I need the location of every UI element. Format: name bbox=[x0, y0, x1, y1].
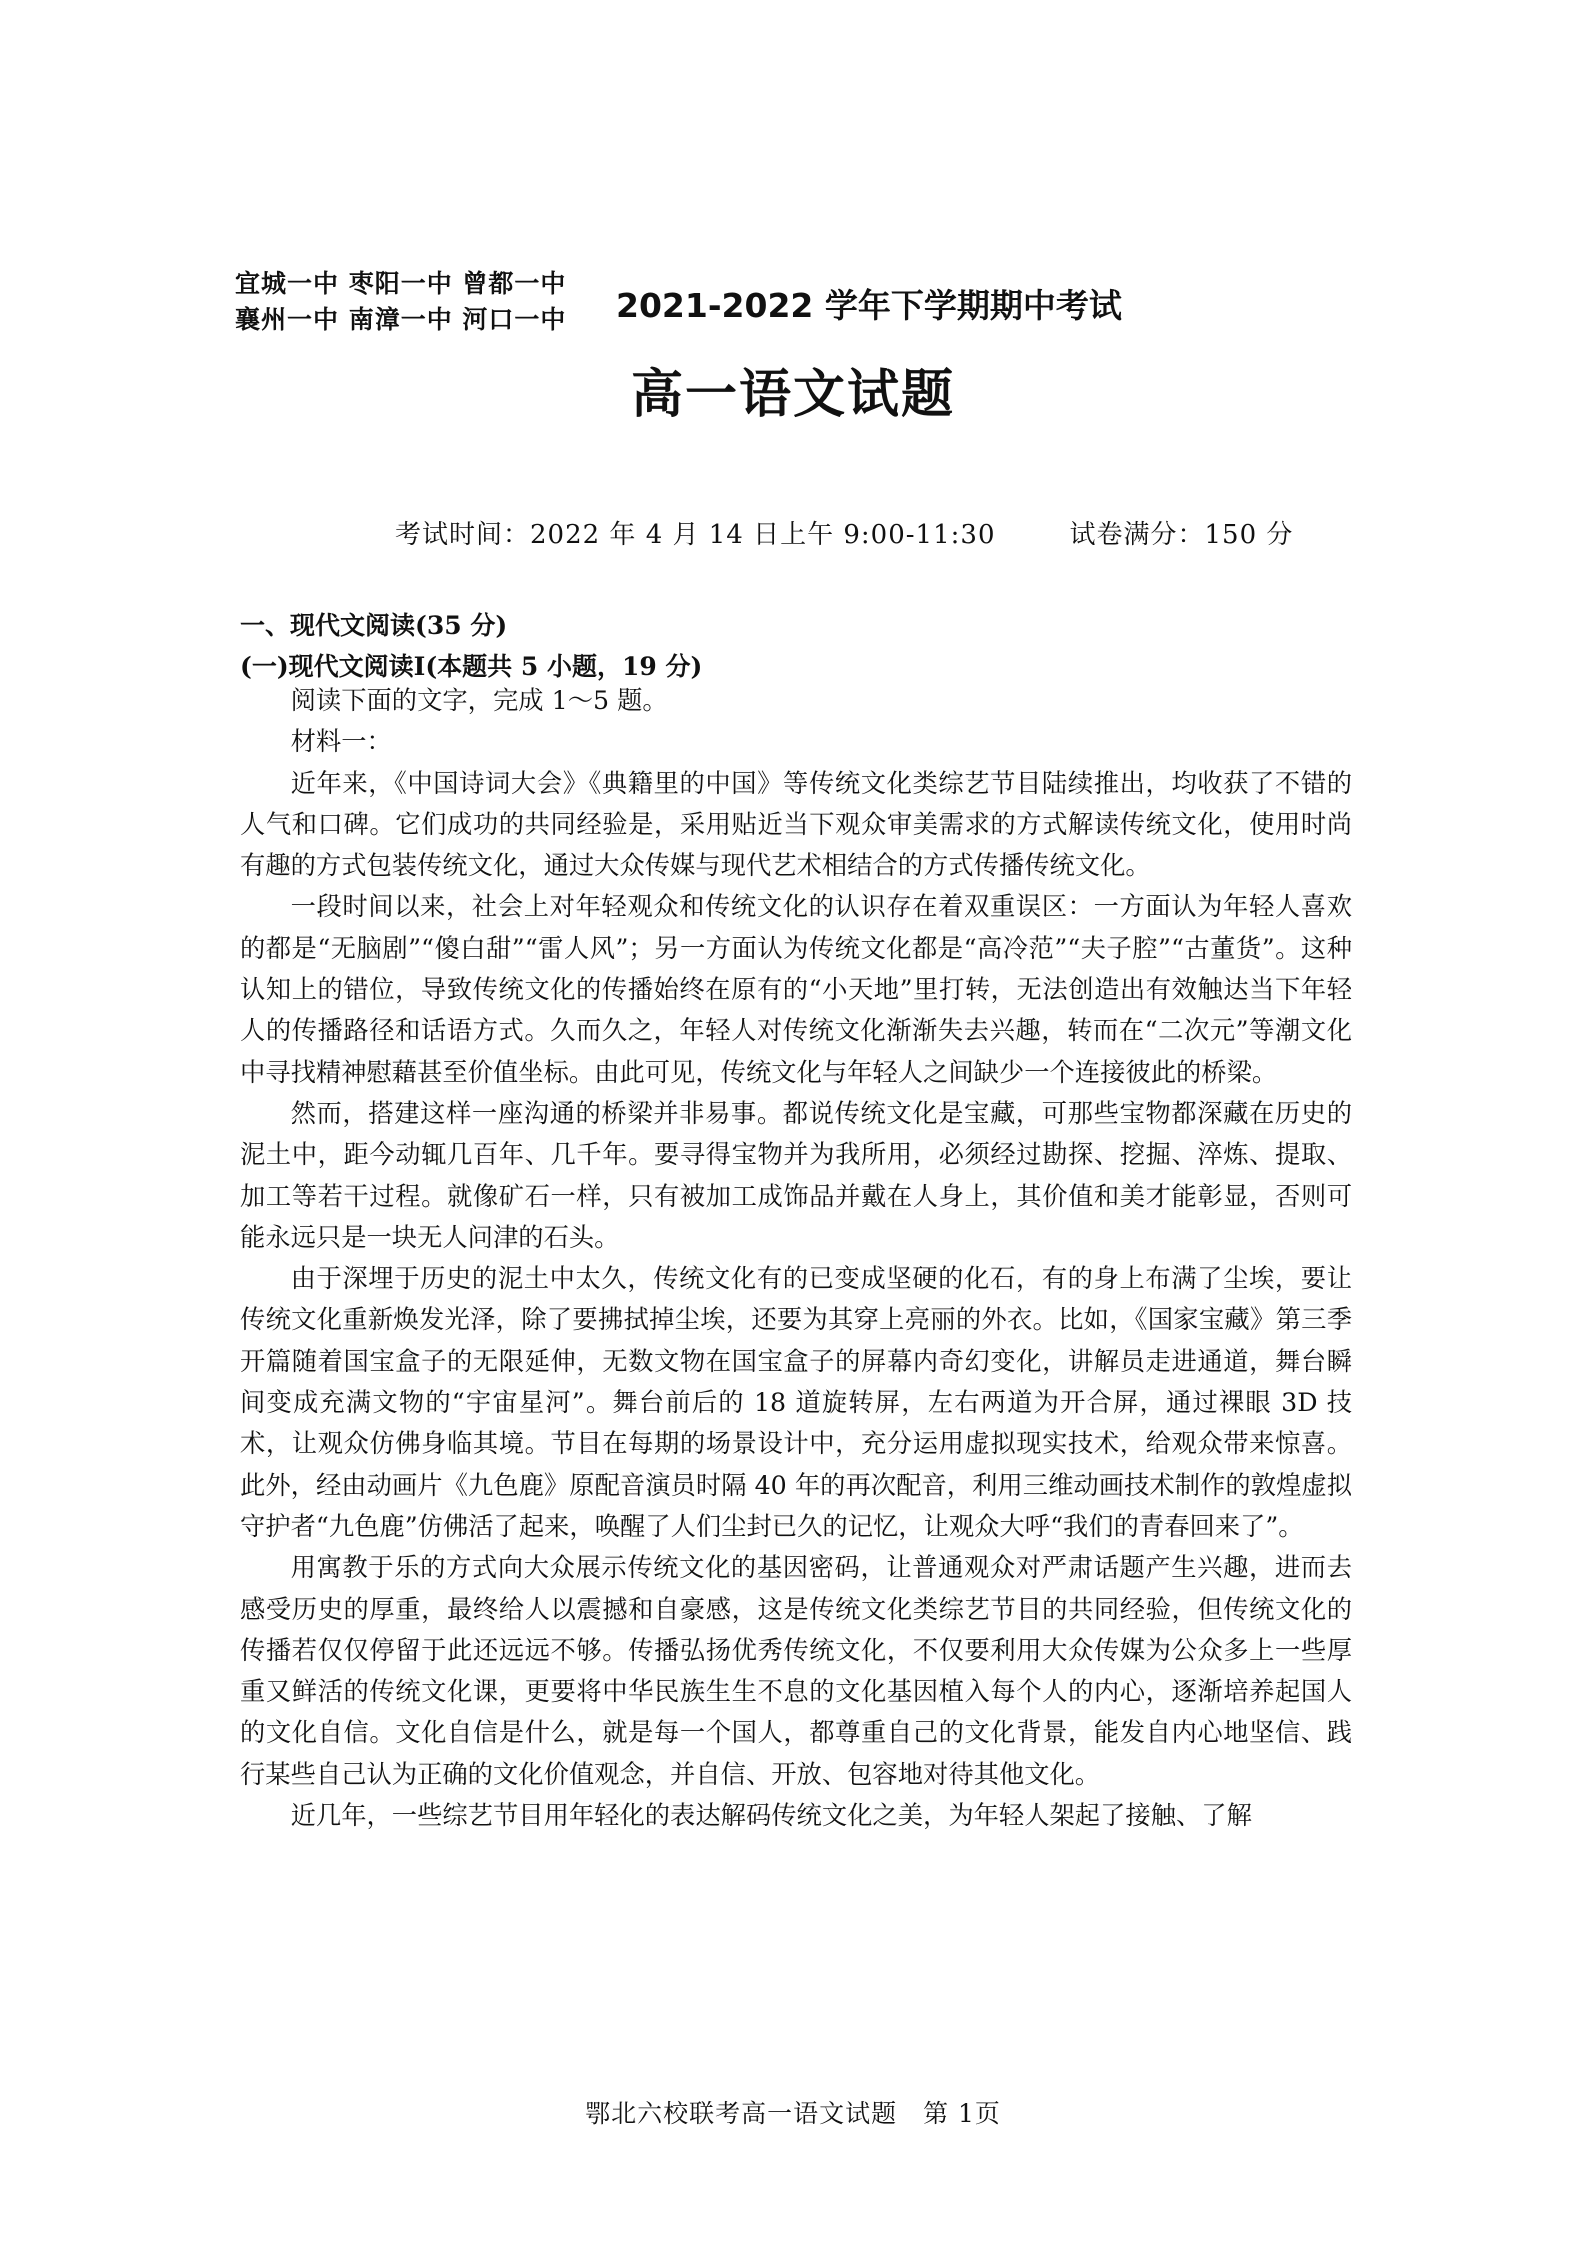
school-line-2: 襄州一中 南漳一中 河口一中 bbox=[235, 305, 567, 334]
material-label: 材料一： bbox=[290, 727, 392, 757]
paragraph: 近年来，《中国诗词大会》《典籍里的中国》等传统文化类综艺节目陆续推出，均收获了不错的人气和口碑。它们成功的共同经验是，采用贴近当下观众审美需求的方式解读传统文化，使用时尚有趣的方式包装传统文化，通过大众传媒与现代艺术相结合的方式传播传统文化。 bbox=[240, 768, 1352, 881]
paragraph: 然而，搭建这样一座沟通的桥梁并非易事。都说传统文化是宝藏，可那些宝物都深藏在历史的泥土中，距今动辄几百年、几千年。要寻得宝物并为我所用，必须经过勘探、挖掘、淬炼、提取、加工等若干过程。就像矿石一样，只有被加工成饰品并戴在人身上，其价值和美才能彰显，否则可能永远只是一块无人问津的石头。 bbox=[240, 1098, 1352, 1252]
exam-title: 2021-2022 学年下学期期中考试 bbox=[616, 286, 1122, 325]
paper-title: 高一语文试题 bbox=[630, 365, 955, 425]
page-footer: 鄂北六校联考高一语文试题 第 1页 bbox=[585, 2099, 1001, 2128]
school-list bbox=[235, 266, 566, 338]
passage bbox=[240, 680, 1352, 1836]
exam-time: 考试时间：2022 年 4 月 14 日上午 9:00-11:30 bbox=[395, 520, 996, 550]
paragraph: 由于深埋于历史的泥土中太久，传统文化有的已变成坚硬的化石，有的身上布满了尘埃，要让传统文化重新焕发光泽，除了要拂拭掉尘埃，还要为其穿上亮丽的外衣。比如，《国家宝藏》第三季开篇随着国宝盒子的无限延伸，无数文物在国宝盒子的屏幕内奇幻变化，讲解员走进通道，舞台瞬间变成充满文物的“宇宙星河”。舞台前后的 18 道旋转屏，左右两道为开合屏，通过裸眼 3D 技术，让观众仿佛身临其境。节目在每期的场景设计中，充分运用虚拟现实技术，给观众带来惊喜。此外，经由动画片《九色鹿》原配音演员时隔 40 年的再次配音，利用三维动画技术制作的敦煌虚拟守护者“九色鹿”仿佛活了起来，唤醒了人们尘封已久的记忆，让观众大呼“我们的青春回来了”。 bbox=[240, 1264, 1352, 1541]
paragraph: 一段时间以来，社会上对年轻观众和传统文化的认识存在着双重误区：一方面认为年轻人喜欢的都是“无脑剧”“傻白甜”“雷人风”；另一方面认为传统文化都是“高冷范”“夫子腔”“古董货”。这种认知上的错位，导致传统文化的传播始终在原有的“小天地”里打转，无法创造出有效触达当下年轻人的传播路径和话语方式。久而久之，年轻人对传统文化渐渐失去兴趣，转而在“二次元”等潮文化中寻找精神慰藉甚至价值坐标。由此可见，传统文化与年轻人之间缺少一个连接彼此的桥梁。 bbox=[240, 892, 1352, 1087]
paragraph: 近几年，一些综艺节目用年轻化的表达解码传统文化之美，为年轻人架起了接触、了解 bbox=[290, 1801, 1252, 1831]
section-heading: 一、现代文阅读(35 分) bbox=[240, 611, 508, 640]
school-line-1: 宜城一中 枣阳一中 曾都一中 bbox=[235, 269, 567, 298]
full-score: 试卷满分：150 分 bbox=[1069, 520, 1294, 550]
section-subheading: (一)现代文阅读Ⅰ(本题共 5 小题，19 分) bbox=[240, 652, 703, 681]
paragraph: 用寓教于乐的方式向大众展示传统文化的基因密码，让普通观众对严肃话题产生兴趣，进而去感受历史的厚重，最终给人以震撼和自豪感，这是传统文化类综艺节目的共同经验，但传统文化的传播若仅仅停留于此还远远不够。传播弘扬优秀传统文化，不仅要利用大众传媒为公众多上一些厚重又鲜活的传统文化课，更要将中华民族生生不息的文化基因植入每个人的内心，逐渐培养起国人的文化自信。文化自信是什么，就是每一个国人，都尊重自己的文化背景，能发自内心地坚信、践行某些自己认为正确的文化价值观念，并自信、开放、包容地对待其他文化。 bbox=[240, 1553, 1352, 1789]
exam-info bbox=[395, 514, 1293, 551]
instruction: 阅读下面的文字，完成 1～5 题。 bbox=[290, 686, 668, 715]
